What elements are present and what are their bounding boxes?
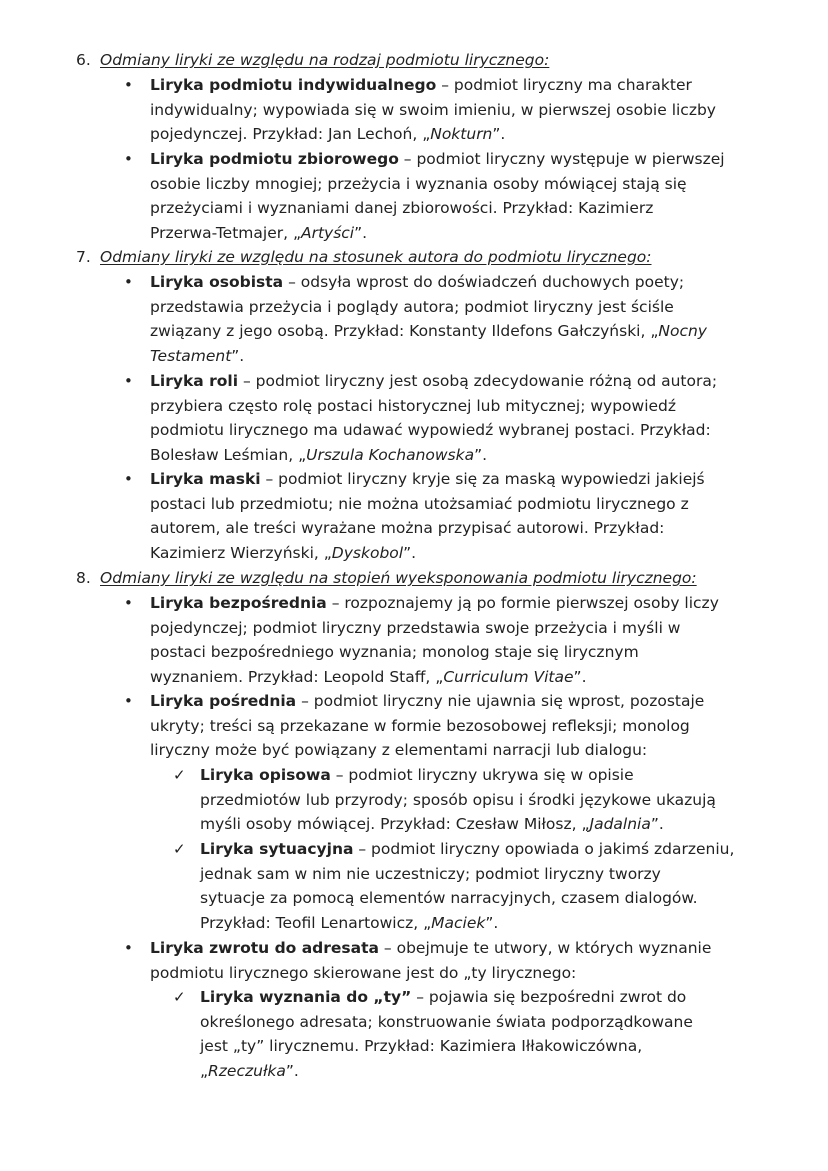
text-line <box>150 961 790 986</box>
term-label: Liryka roli <box>150 372 239 390</box>
text-run: indywidualny; wypowiada się w swoim imieniu, w pierwszej osobie liczby <box>150 100 716 119</box>
term-label: Liryka podmiotu indywidualnego <box>150 76 437 94</box>
list-item <box>124 270 790 368</box>
text-run: ”. <box>403 543 417 562</box>
text-run: osobie liczby mnogiej; przeżycia i wyznania osoby mówiącej stają się <box>150 174 687 193</box>
term-label: Liryka opisowa <box>200 766 331 784</box>
section-title: Odmiany liryki ze względu na rodzaj podmiotu lirycznego: <box>100 51 550 69</box>
text-run: podmiotu lirycznego skierowane jest do „ty lirycznego: <box>150 963 577 982</box>
text-line <box>200 837 790 862</box>
text-run: – podmiot liryczny nie ujawnia się wprost, pozostaje <box>296 692 705 710</box>
text-line <box>200 1034 790 1059</box>
bullet-icon: • <box>124 692 133 710</box>
work-title: Maciek <box>431 913 486 932</box>
text-run: pojedynczej. Przykład: Jan Lechoń, „ <box>150 125 431 144</box>
text-line <box>150 467 790 492</box>
text-run: liryczny może być powiązany z elementami narracji lub dialogu: <box>150 741 648 760</box>
text-line <box>150 270 790 295</box>
text-line <box>150 591 790 616</box>
text-run: – podmiot liryczny jest osobą zdecydowanie różną od autora; <box>238 372 718 390</box>
text-run: określonego adresata; konstruowanie świata podporządkowane <box>200 1012 693 1031</box>
sub-list-item <box>173 985 790 1083</box>
text-run: – podmiot liryczny kryje się za maską wypowiedzi jakiejś <box>260 470 705 488</box>
section-number: 8. <box>76 569 91 587</box>
list-item <box>124 689 790 763</box>
text-line <box>150 344 790 369</box>
list-item <box>124 591 790 689</box>
text-run: Przykład: Teofil Lenartowicz, „ <box>200 913 432 932</box>
text-line <box>150 516 790 541</box>
text-run: ”. <box>650 815 664 834</box>
work-title: Nokturn <box>430 125 493 144</box>
text-run: postaci bezpośredniego wyznania; monolog staje się lirycznym <box>150 643 639 662</box>
text-line <box>200 763 790 788</box>
text-line <box>150 369 790 394</box>
text-line <box>150 147 790 172</box>
bullet-icon: • <box>124 594 133 612</box>
text-run: ”. <box>285 1061 299 1080</box>
text-run: – podmiot liryczny ukrywa się w opisie <box>330 766 634 784</box>
text-run: przedstawia przeżycia i poglądy autora; podmiot liryczny jest ściśle <box>150 297 674 316</box>
text-line <box>150 98 790 123</box>
text-line <box>200 985 790 1010</box>
term-label: Liryka osobista <box>150 273 284 291</box>
bullet-icon: • <box>124 273 133 291</box>
section-number: 7. <box>76 248 91 266</box>
text-line <box>150 640 790 665</box>
work-title: Rzeczułka <box>208 1061 286 1080</box>
list-item <box>124 369 790 467</box>
text-run: Kazimierz Wierzyński, „ <box>150 543 332 562</box>
term-label: Liryka bezpośrednia <box>150 594 327 612</box>
section-heading <box>76 566 697 591</box>
text-line <box>200 1059 790 1084</box>
text-run: postaci lub przedmiotu; nie można utożsamiać podmiotu lirycznego z <box>150 494 689 513</box>
term-label: Liryka zwrotu do adresata <box>150 939 379 957</box>
checkmark-icon: ✓ <box>173 766 186 784</box>
text-line <box>150 394 790 419</box>
text-line <box>150 319 790 344</box>
work-title: Dyskobol <box>331 543 404 562</box>
text-line <box>150 122 790 147</box>
text-run: związany z jego osobą. Przykład: Konstanty Ildefons Gałczyński, „ <box>150 322 659 341</box>
work-title: Artyści <box>300 223 355 242</box>
text-line <box>150 541 790 566</box>
text-line <box>150 73 790 98</box>
text-line <box>150 616 790 641</box>
text-line <box>150 295 790 320</box>
bullet-icon: • <box>124 150 133 168</box>
list-item <box>124 936 790 985</box>
text-line <box>150 689 790 714</box>
section-title: Odmiany liryki ze względu na stosunek autora do podmiotu lirycznego: <box>100 248 652 266</box>
bullet-icon: • <box>124 76 133 94</box>
term-label: Liryka wyznania do „ty” <box>200 988 412 1006</box>
section-number: 6. <box>76 51 91 69</box>
bullet-icon: • <box>124 470 133 488</box>
text-run: myśli osoby mówiącej. Przykład: Czesław Miłosz, „ <box>200 815 590 834</box>
list-item <box>124 73 790 147</box>
text-run: Przerwa-Tetmajer, „ <box>150 223 301 242</box>
text-line <box>200 1010 790 1035</box>
text-run: autorem, ale treści wyrażane można przypisać autorowi. Przykład: <box>150 519 665 538</box>
text-run: pojedynczej; podmiot liryczny przedstawia swoje przeżycia i myśli w <box>150 618 681 637</box>
text-line <box>150 714 790 739</box>
text-run: – podmiot liryczny ma charakter <box>436 76 692 94</box>
work-title: Urszula Kochanowska <box>306 445 475 464</box>
text-run: jednak sam w nim nie uczestniczy; podmiot liryczny tworzy <box>200 864 661 883</box>
text-run: – obejmuje te utwory, w których wyznanie <box>378 939 712 957</box>
text-line <box>150 738 790 763</box>
text-run: jest „ty” lirycznemu. Przykład: Kazimiera Iłłakowiczówna, <box>200 1037 643 1056</box>
text-line <box>150 221 790 246</box>
text-line <box>200 812 790 837</box>
list-item <box>124 467 790 565</box>
text-run: sytuacje za pomocą elementów narracyjnych, czasem dialogów. <box>200 889 698 908</box>
text-run: „ <box>200 1061 209 1080</box>
sub-list-item <box>173 837 790 935</box>
text-line <box>150 665 790 690</box>
section-title: Odmiany liryki ze względu na stopień wyeksponowania podmiotu lirycznego: <box>100 569 697 587</box>
text-line <box>150 443 790 468</box>
text-line <box>200 788 790 813</box>
text-run: przybiera często rolę postaci historycznej lub mitycznej; wypowiedź <box>150 396 677 415</box>
text-run: ”. <box>231 346 245 365</box>
section-heading <box>76 48 549 73</box>
text-run: ukryty; treści są przekazane w formie bezosobowej refleksji; monolog <box>150 716 690 735</box>
work-title: Testament <box>150 346 232 365</box>
text-run: przedmiotów lub przyrody; sposób opisu i środki językowe ukazują <box>200 790 716 809</box>
term-label: Liryka pośrednia <box>150 692 297 710</box>
text-line <box>150 418 790 443</box>
text-line <box>200 886 790 911</box>
bullet-icon: • <box>124 372 133 390</box>
text-run: ”. <box>573 667 587 686</box>
sub-list-item <box>173 763 790 837</box>
text-run: wyznaniem. Przykład: Leopold Staff, „ <box>150 667 444 686</box>
work-title: Curriculum Vitae <box>443 667 574 686</box>
work-title: Nocny <box>658 322 707 341</box>
text-run: przeżyciami i wyznaniami danej zbiorowości. Przykład: Kazimierz <box>150 199 654 218</box>
text-line <box>200 911 790 936</box>
text-run: ”. <box>474 445 488 464</box>
term-label: Liryka maski <box>150 470 261 488</box>
text-run: – rozpoznajemy ją po formie pierwszej osoby liczy <box>326 594 719 612</box>
text-line <box>150 172 790 197</box>
text-line <box>200 862 790 887</box>
list-item <box>124 147 790 245</box>
text-run: – podmiot liryczny opowiada o jakimś zdarzeniu, <box>353 840 735 858</box>
text-line <box>150 196 790 221</box>
text-run: – odsyła wprost do doświadczeń duchowych poety; <box>283 273 685 291</box>
text-run: ”. <box>354 223 368 242</box>
term-label: Liryka sytuacyjna <box>200 840 354 858</box>
checkmark-icon: ✓ <box>173 988 186 1006</box>
work-title: Jadalnia <box>589 815 651 834</box>
bullet-icon: • <box>124 939 133 957</box>
text-run: – podmiot liryczny występuje w pierwszej <box>398 150 725 168</box>
term-label: Liryka podmiotu zbiorowego <box>150 150 399 168</box>
text-run: – pojawia się bezpośredni zwrot do <box>411 988 687 1006</box>
text-line <box>150 492 790 517</box>
checkmark-icon: ✓ <box>173 840 186 858</box>
text-run: Bolesław Leśmian, „ <box>150 445 307 464</box>
text-run: ”. <box>492 125 506 144</box>
section-heading <box>76 245 652 270</box>
text-run: podmiotu lirycznego ma udawać wypowiedź wybranej postaci. Przykład: <box>150 421 711 440</box>
text-run: ”. <box>485 913 499 932</box>
text-line <box>150 936 790 961</box>
